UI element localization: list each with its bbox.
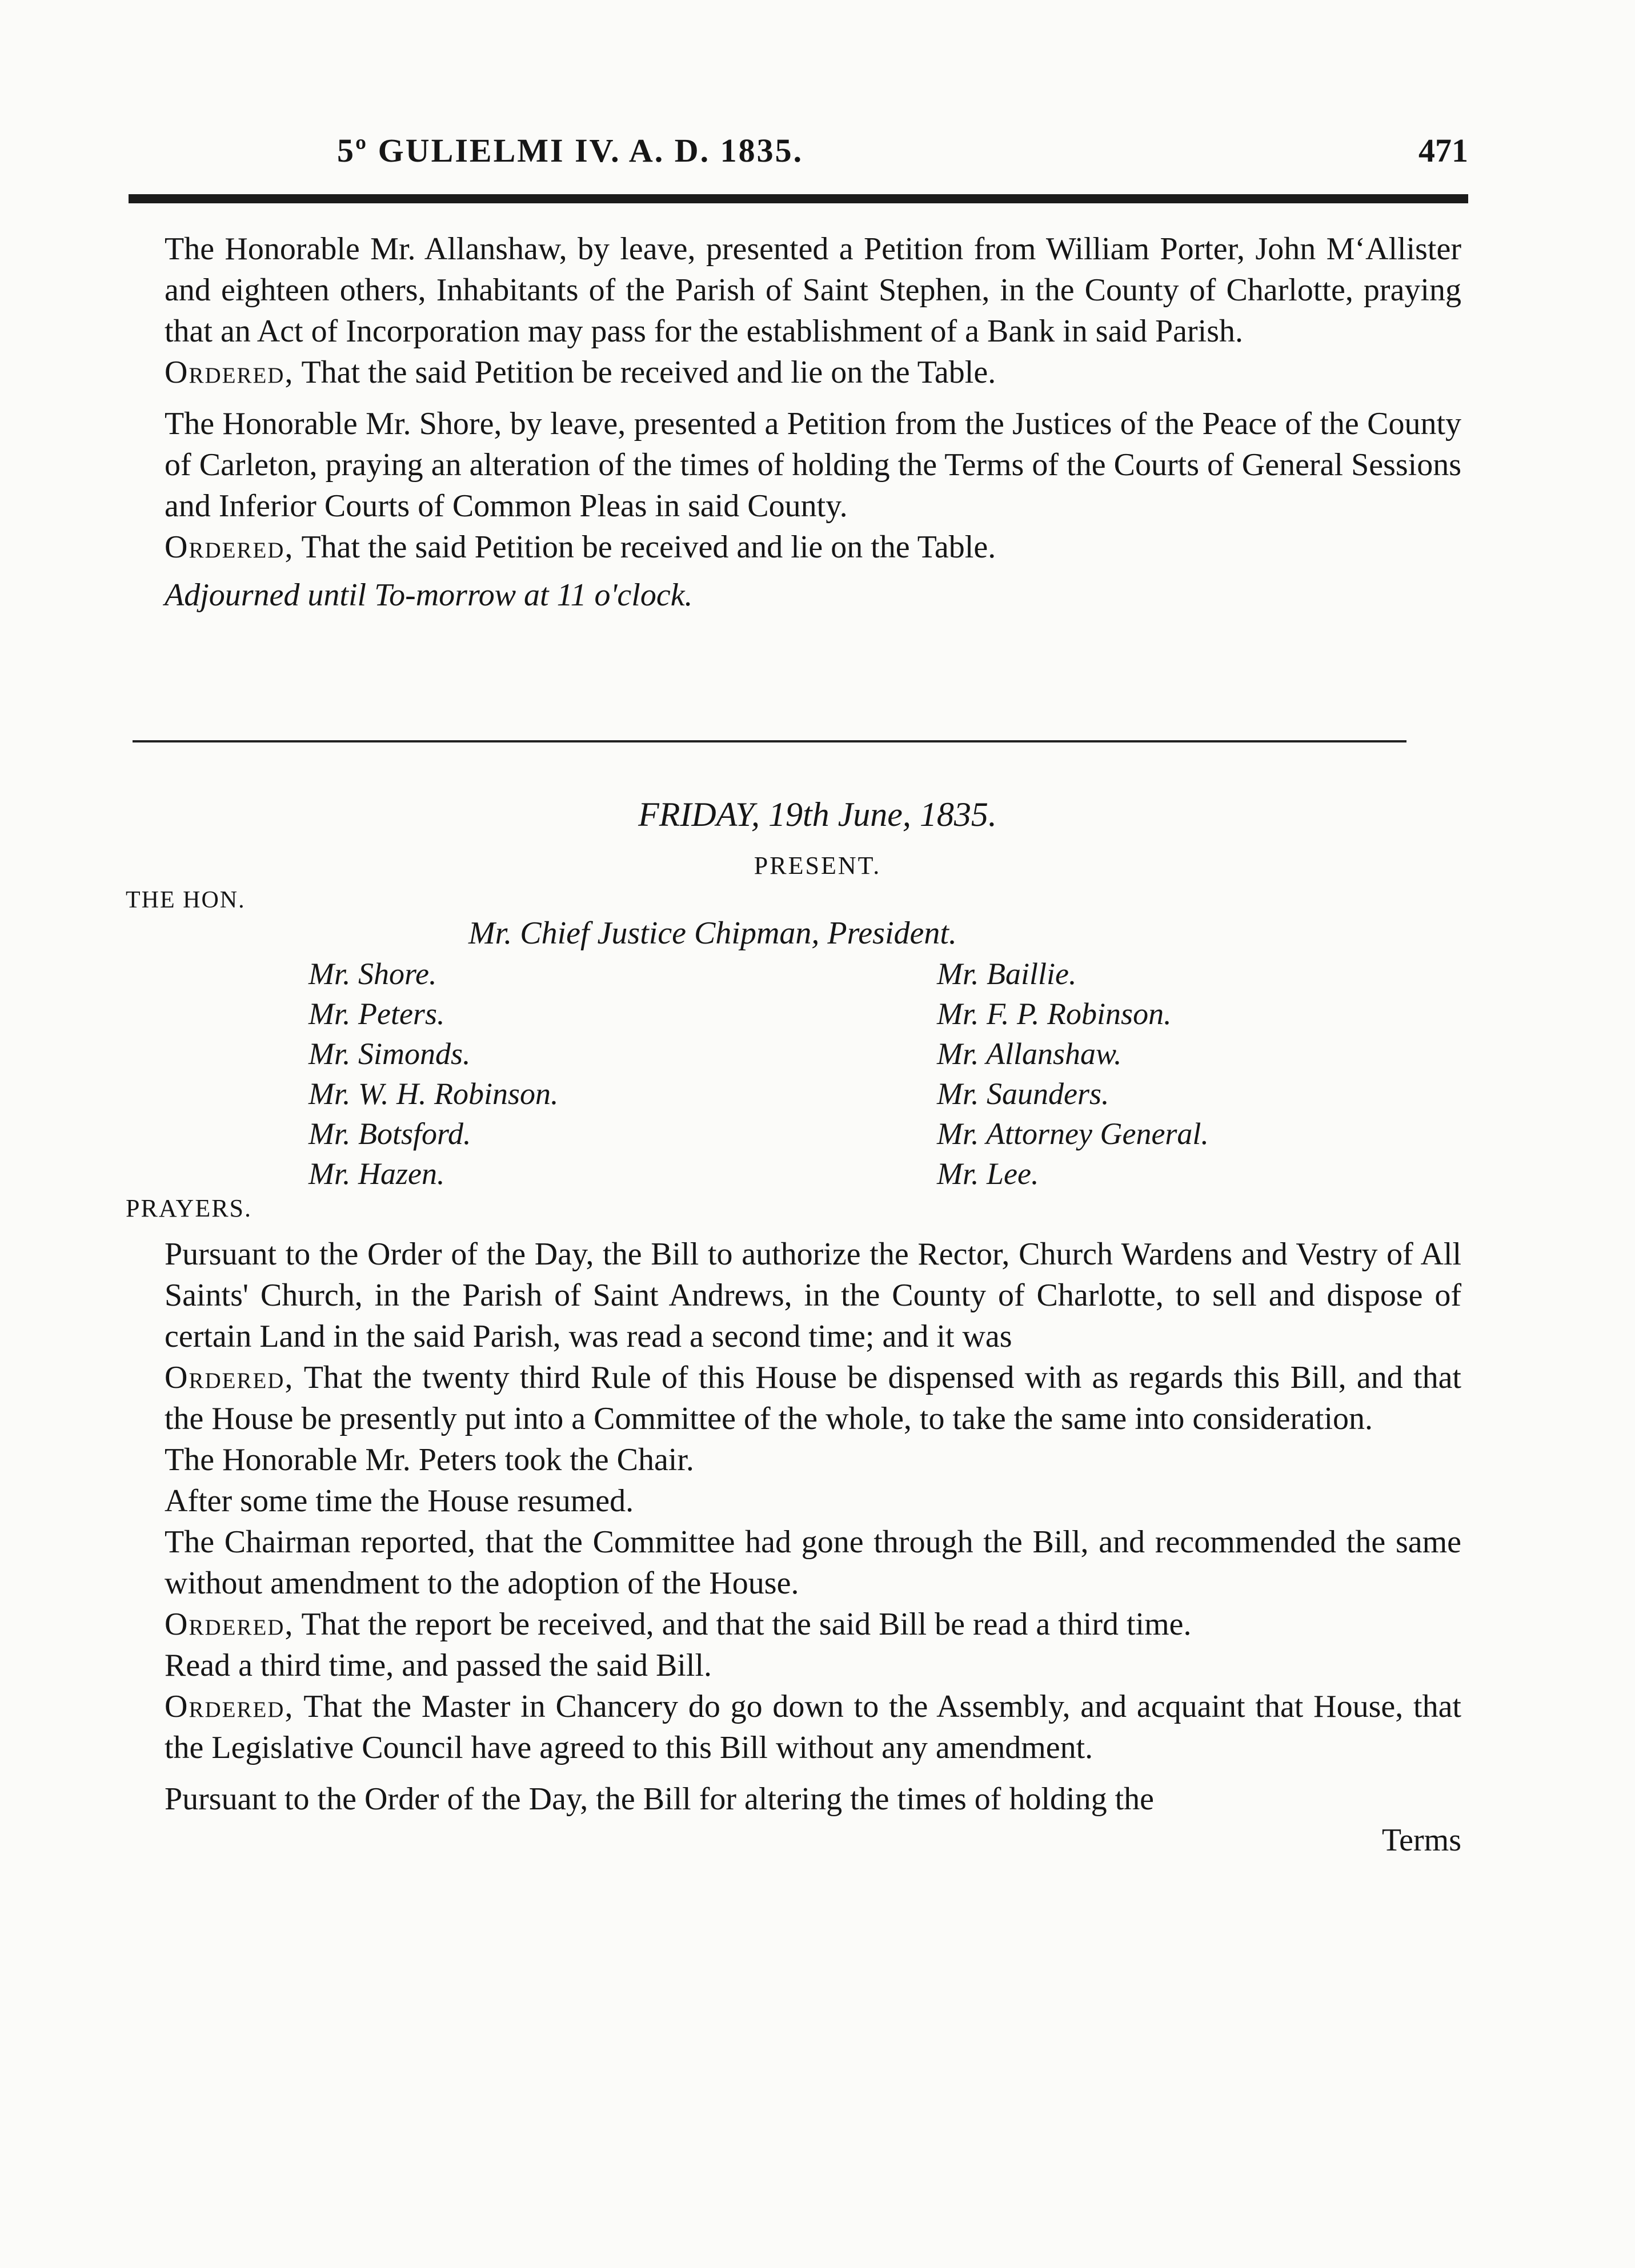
chair-line: The Honorable Mr. Peters took the Chair. [165,1442,694,1478]
the-hon-label: THE HON. [126,887,246,913]
members-left-column [308,954,559,1194]
adjourned-line: Adjourned until To-morrow at 11 o'clock. [165,577,693,613]
present-label: PRESENT. [754,852,881,880]
order-master-chancery [165,1686,1461,1768]
passed-line: Read a third time, and passed the said Bill. [165,1648,712,1683]
order-text: That the said Petition be received and lie on the Table. [294,529,996,565]
member-name: Mr. Shore. [308,957,437,991]
order-text: That the report be received, and that the said Bill be read a third time. [294,1607,1192,1642]
order-label: Ordered, [165,1360,294,1395]
order-label: Ordered, [165,1689,294,1724]
order-label: Ordered, [165,529,294,565]
catchword: Terms [1381,1823,1461,1858]
section-divider [133,740,1406,742]
petition-shore: The Honorable Mr. Shore, by leave, presented a Petition from the Justices of the Peace of the County of Carleton, praying an alteration of the times of holding the Terms of the Courts of General Sessions and Inferior Courts of Common Pleas in said County. [165,406,1461,524]
member-name: Mr. Peters. [308,997,445,1031]
petition-allanshaw: The Honorable Mr. Allanshaw, by leave, presented a Petition from William Porter, John M‘Allister and eighteen others, Inhabitants of the Parish of Saint Stephen, in the County of Charlotte, praying that an Act of Incorporation may pass for the establishment of a Bank in said Parish. [165,231,1461,349]
member-name: Mr. Hazen. [308,1157,445,1191]
section-bills [165,1234,1461,1861]
member-name: Mr. Saunders. [937,1077,1109,1111]
members-right-column [937,954,1209,1194]
order-1 [165,352,1461,393]
member-name: Mr. Lee. [937,1157,1039,1191]
order-text: That the Master in Chancery do go down to the Assembly, and acquaint that House, that the Legislative Council have agreed to this Bill without any amendment. [165,1689,1461,1765]
page-header [160,130,1468,182]
president-line: Mr. Chief Justice Chipman, President. [468,916,957,951]
running-head: 5º GULIELMI IV. A. D. 1835. [337,132,804,169]
member-name: Mr. Botsford. [308,1117,471,1151]
member-name: Mr. Simonds. [308,1037,471,1071]
order-text: That the said Petition be received and lie on the Table. [294,355,996,390]
prayers-label: PRAYERS. [126,1194,253,1222]
order-label: Ordered, [165,1607,294,1642]
resumed-line: After some time the House resumed. [165,1483,634,1519]
order-third-reading [165,1604,1461,1645]
order-dispense-rule [165,1357,1461,1439]
bill-all-saints-paragraph: Pursuant to the Order of the Day, the Bill to authorize the Rector, Church Wardens and Vestry of All Saints' Church, in the Parish of Saint Andrews, in the County of Charlotte, to sell and dispose of certain Land in the said Parish, was read a second time; and it was [165,1237,1461,1354]
member-name: Mr. F. P. Robinson. [937,997,1172,1031]
member-name: Mr. Attorney General. [937,1117,1209,1151]
member-name: Mr. Allanshaw. [937,1037,1122,1071]
order-2 [165,527,1461,568]
order-text: That the twenty third Rule of this House be dispensed with as regards this Bill, and that the House be presently put into a Committee of the whole, to take the same into consideration. [165,1360,1461,1436]
member-name: Mr. W. H. Robinson. [308,1077,559,1111]
section-petitions [165,228,1461,616]
header-rule [129,194,1468,203]
chairman-report: The Chairman reported, that the Committee had gone through the Bill, and recommended the same without amendment to the adoption of the House. [165,1524,1461,1601]
member-name: Mr. Baillie. [937,957,1077,991]
date-heading: FRIDAY, 19th June, 1835. [638,796,997,833]
page-number: 471 [1418,132,1468,169]
terms-bill-paragraph: Pursuant to the Order of the Day, the Bill for altering the times of holding the [165,1781,1154,1817]
order-label: Ordered, [165,355,294,390]
